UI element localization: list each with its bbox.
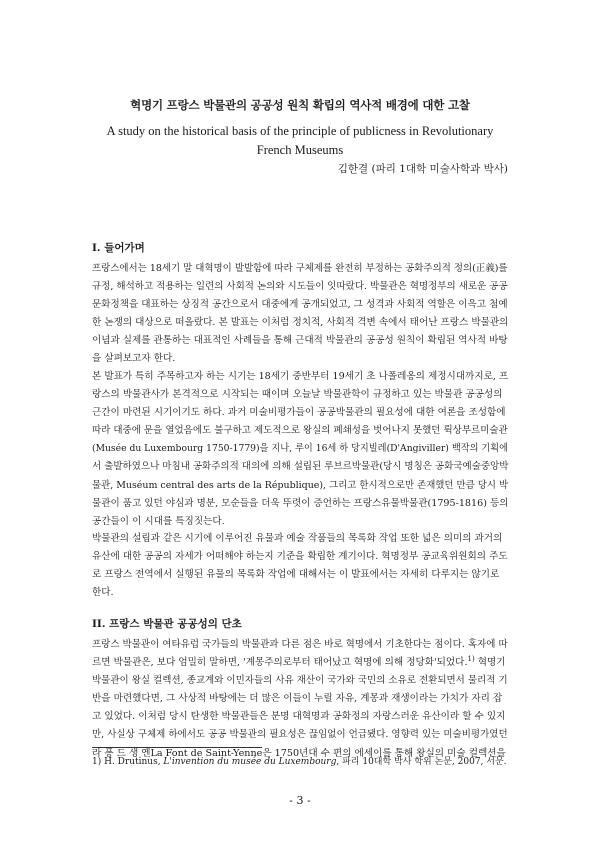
- page-number: - 3 -: [289, 794, 311, 807]
- text-line: 박물관의 설립과 같은 시기에 이루어진 유물과 예술 작품들의 목록화 작업 또한 넓은 의미의 과거의: [92, 533, 503, 544]
- section-1-paragraph-1: [92, 260, 508, 369]
- author-line: 김한결 (파리 1대학 미술사학과 박사): [337, 163, 508, 175]
- text-line: 프랑스 박물관이 여타유럽 국가들의 박물관과 다른 점은 바로 혁명에서 기초한다는 점이다. 혹자에 따: [92, 639, 508, 650]
- footnote-1: [92, 754, 507, 767]
- title-english-line-2: French Museums: [256, 143, 344, 157]
- text-line: 규정, 해석하고 적용하는 일련의 사회적 논의와 시도들이 잇따랐다. 박물관은 혁명정부의 새로운 공공: [92, 281, 508, 293]
- footnote-suffix: , 파리 10대학 박사 학위 논문, 2007, 서문.: [336, 757, 507, 767]
- text-line: [92, 654, 508, 672]
- text-line: 서 출발하였으나 마침내 공화주의적 대의에 의해 설립된 루브르박물관(당시 명칭은 공화국예술중앙박: [92, 461, 509, 473]
- text-line: 만, 사실상 구체제 하에서도 공공 박물관의 필요성은 끊임없이 언급됐다. 영향력 있는 미술비평가였던: [92, 729, 508, 741]
- section-1-heading: I. 들어가며: [92, 242, 145, 254]
- text-line: 반을 마련했다면, 그 사상적 바탕에는 더 많은 이들이 누릴 자유, 계몽과 재생이라는 가치가 자리 잡: [92, 693, 503, 705]
- text-line-main: 르면 박물관은, 보다 엄밀히 말하면, '계몽주의로부터 태어났고 혁명에 의해 정당화'되었다.: [92, 657, 468, 669]
- section-1-paragraph-2: [92, 368, 508, 531]
- text-line: 문화정책을 대표하는 상징적 공간으로서 대중에게 공개되었고, 그 성격과 사회적 역할은 이윽고 첨예: [92, 299, 508, 311]
- text-line: 본 발표가 특히 주목하고자 하는 시기는 18세기 중반부터 19세기 초 나폴레옹의 제정시대까지로, 프: [92, 371, 509, 382]
- text-line: 랑스의 박물관사가 본격적으로 시작되는 때이며 오늘날 박물관학이 규정하고 있는 박물관 공공성의: [92, 389, 503, 401]
- paper-title-korean: 혁명기 프랑스 박물관의 공공성 원칙 확립의 역사적 배경에 대한 고찰: [130, 98, 470, 112]
- text-line: 유산에 대한 공공의 자세가 어떠해야 하는지 기준을 확립한 계기이다. 혁명정부 공교육위원회의 주도: [92, 551, 508, 563]
- text-line: 한 논쟁의 대상으로 떠올랐다. 본 발표는 이처럼 정치적, 사회적 격변 속에서 태어난 프랑스 박물관의: [92, 317, 509, 329]
- footnote-divider: [92, 747, 262, 748]
- text-line: 따라 대중에 문을 열었음에도 불구하고 제도적으로 왕실의 폐쇄성을 벗어나지 못했던 뤽상부르미술관: [92, 425, 508, 437]
- text-line: 근간이 마련된 시기이기도 하다. 과거 미술비평가들이 공공박물관의 필요성에 대한 여론을 조성함에: [92, 407, 506, 419]
- text-line: (Musée du Luxembourg 1750-1779)을 지나, 루이 16세 하 당지빌레(D'Angiviller) 백작의 기획에: [92, 443, 509, 455]
- text-line: 을 살펴보고자 한다.: [92, 353, 176, 365]
- text-line: 물관이 품고 있던 야심과 명분, 모순들을 더욱 뚜렷이 증언하는 프랑스유물박물관(1795-1816) 등의: [92, 497, 509, 509]
- text-line-tail: 혁명기: [474, 657, 506, 669]
- text-line: 프랑스에서는 18세기 말 대혁명이 발발함에 따라 구체제를 완전히 부정하는 공화주의적 정의(正義)를: [92, 263, 508, 274]
- section-1-paragraph-3: [92, 530, 508, 602]
- text-line: 로 프랑스 전역에서 실행된 유물의 목록화 작업에 대해서는 이 발표에서는 자세히 다루지는 않기로: [92, 569, 500, 581]
- footnote-marker: 1): [467, 654, 475, 663]
- text-line: 라 퐁 드 생 옌La Font de Saint-Yenne은 1750년대 수 편의 에세이를 통해 왕실의 미술 컬렉션을: [92, 747, 506, 759]
- paper-title-english: [90, 122, 510, 160]
- text-line: 이념과 실제를 관통하는 대표적인 사례들을 통해 근대적 박물관의 공공성 원칙이 확립된 역사적 바탕: [92, 335, 508, 347]
- text-line: 박물관이 왕실 컬렉션, 종교계와 이민자들의 사유 재산이 국가와 국민의 소유로 전환되면서 물리적 기: [92, 675, 508, 687]
- text-line: 공간들이 이 시대를 특징짓는다.: [92, 515, 225, 527]
- footnote-prefix: 1) H. Drutinus,: [92, 757, 164, 767]
- title-english-line-1: A study on the historical basis of the principle of publicness in Revolutionary: [106, 124, 494, 138]
- section-2-heading: II. 프랑스 박물관 공공성의 단초: [92, 618, 242, 630]
- text-line: 물관, Muséum central des arts de la République), 그리고 한시적으로만 존재했던 만큼 당시 박: [92, 479, 509, 491]
- text-line: 한다.: [92, 587, 114, 599]
- section-2-paragraph-1: [92, 636, 508, 763]
- footnote-title: L'invention du musée du Luxembourg: [163, 757, 337, 767]
- text-line: 고 있었다. 이처럼 당시 탄생한 박물관들은 분명 대혁명과 공화정의 자랑스러운 유산이라 할 수 있지: [92, 711, 506, 723]
